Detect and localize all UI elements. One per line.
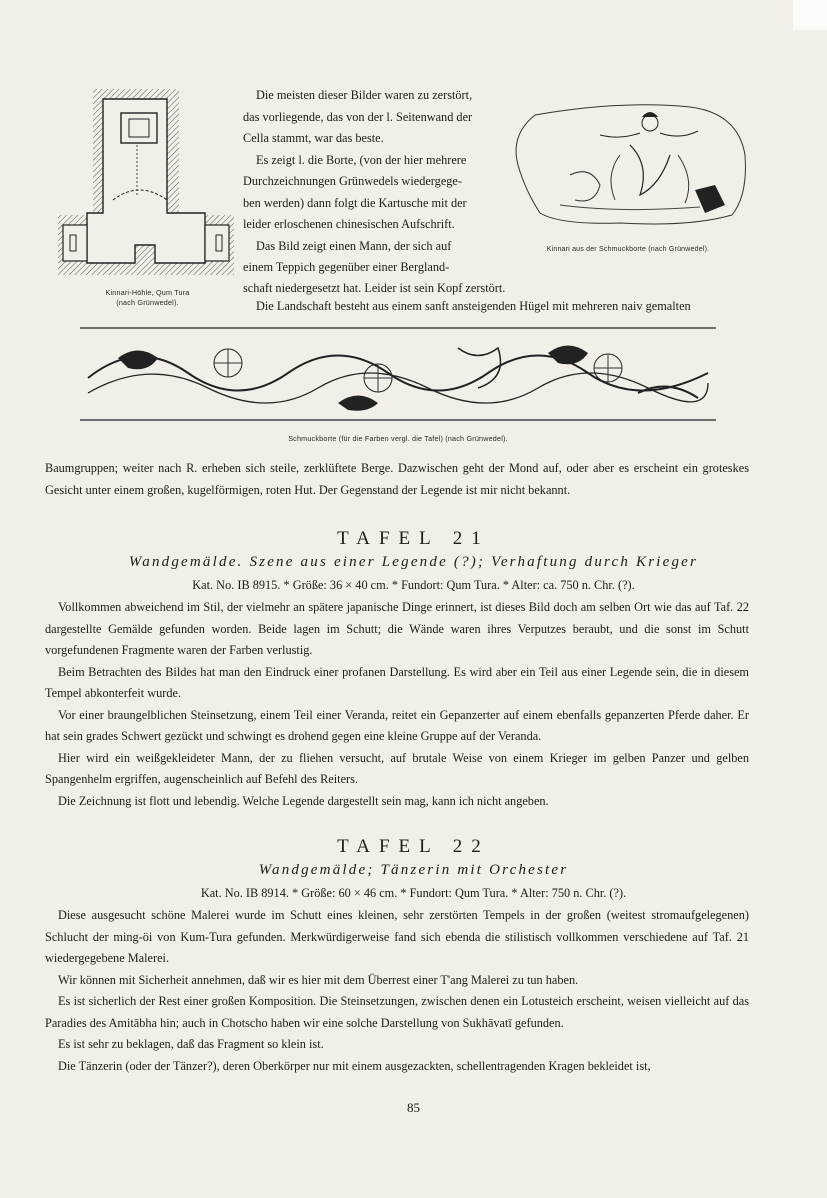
floorplan-caption-line2: (nach Grünwedel). [116,298,179,307]
intro-line: leider erloschenen chinesischen Aufschrift. [243,217,455,231]
intro-line: Cella stammt, war das beste. [243,131,384,145]
intro-line-full: Die Landschaft besteht aus einem sanft ansteigenden Hügel mit mehreren naiv gemalten [256,299,691,313]
tafel22-meta: Kat. No. IB 8914. * Größe: 60 × 46 cm. * Fundort: Qum Tura. * Alter: 750 n. Chr. (?). [200,886,627,900]
paragraph: Vollkommen abweichend im Stil, der vielmehr an spätere japanische Dinge erinnert, ist dieses Bild doch am selben Ort wie das auf Taf. 22 dargestellte Gemälde gefunden worden. Beide lagen im Schutt; die Wände waren ihres Verputzes beraubt, und die sonst im Schutt vorgefundenen Fragmente waren der Farben verlustig. [45,600,749,657]
paragraph: Diese ausgesucht schöne Malerei wurde im Schutt eines kleinen, sehr zerstörten Tempels in der großen (weitest stromaufgelegenen) Schlucht der ming-öi von Kum-Tura gefunden. Merkwürdigerweise fand sich ebenda die stilistisch vollkommen verschiedene auf Taf. 21 wiedergegebene Malerei. [45,908,749,965]
tafel21-subtitle: Wandgemälde. Szene aus einer Legende (?); Verhaftung durch Krieger [128,554,699,570]
paragraph: Wir können mit Sicherheit annehmen, daß wir es hier mit dem Überrest einer T'ang Malerei zu tun haben. [58,972,579,987]
floorplan-figure [55,85,240,285]
border-figure [78,318,718,430]
intro-column [243,85,508,279]
tafel22-heading: TAFEL 22 [337,836,490,857]
tafel21-meta: Kat. No. IB 8915. * Größe: 36 × 40 cm. * Fundort: Qum Tura. * Alter: ca. 750 n. Chr. (?). [192,578,635,592]
tafel21-heading: TAFEL 21 [337,528,490,549]
tafel22-body [45,905,749,1077]
intro-line: Die meisten dieser Bilder waren zu zerstört, [256,88,473,102]
intro-line: Das Bild zeigt einen Mann, der sich auf [256,238,452,253]
intro-line: Es zeigt l. die Borte, (von der hier mehrere [256,152,467,167]
tafel22-subtitle: Wandgemälde; Tänzerin mit Orchester [258,862,569,878]
page-edge [793,0,827,30]
page-number: 85 [407,1100,420,1115]
paragraph: Es ist sehr zu beklagen, daß das Fragment so klein ist. [58,1037,324,1051]
paragraph: Die Zeichnung ist flott und lebendig. Welche Legende dargestellt sein mag, kann ich nicht angeben. [58,793,549,808]
floorplan-caption-line1: Kinnari-Höhle, Qum Tura [105,288,190,297]
intro-line-wide: schaft niedergesetzt hat. Leider ist sein Kopf zerstört. [243,281,506,295]
kinnari-caption: Kinnari aus der Schmuckborte (nach Grünwedel). [546,246,710,253]
border-caption: Schmuckborte (für die Farben vergl. die Tafel) (nach Grünwedel). [288,434,508,443]
paragraph: Es ist sicherlich der Rest einer großen Komposition. Die Steinsetzungen, zwischen denen ein Lotusteich erscheint, weisen vielleicht auf das Paradies des Amitābha hin; auch in Chotscho haben wir eine solche Darstellung von Sukhāvatī gefunden. [45,994,749,1030]
intro-line: das vorliegende, das von der l. Seitenwand der [243,109,473,124]
paragraph: Baumgruppen; weiter nach R. erheben sich steile, zerklüftete Berge. Dazwischen geht der Mond auf, oder aber es erscheint ein groteskes Gesicht unter einem großen, kugelförmigen, roten Hut. Der Gegenstand der Legende ist mir nicht bekannt. [45,461,749,497]
paragraph: Beim Betrachten des Bildes hat man den Eindruck einer profanen Darstellung. Es wird aber ein Teil aus einer Legende sein, die in diesem Tempel abkonterfeit wurde. [45,664,749,700]
intro-line: ben werden) dann folgt die Kartusche mit der [243,195,467,210]
tafel21-body [45,597,749,812]
kinnari-figure [500,95,750,240]
paragraph: Die Tänzerin (oder der Tänzer?), deren Oberkörper nur mit einem ausgezackten, schellentragenden Kragen bekleidet ist, [58,1058,651,1073]
intro-continuation [45,458,749,501]
intro-line: Durchzeichnungen Grünwedels wiedergege- [243,174,462,188]
paragraph: Vor einer braungelblichen Steinsetzung, einem Teil einer Veranda, reitet ein Gepanzerter auf einem ebenfalls gepanzerten Pferde daher. Er hat sein grades Schwert gezückt und schwingt es drohend gegen eine kleine Gruppe auf der Veranda. [45,707,749,743]
intro-line: einem Teppich gegenüber einer Bergland- [243,260,450,274]
paragraph: Hier wird ein weißgekleideter Mann, der zu fliehen versucht, auf brutale Weise von einem Krieger im gelben Panzer und gelben Spangenhelm ergriffen, augenscheinlich auf Befehl des Reiters. [45,750,749,786]
